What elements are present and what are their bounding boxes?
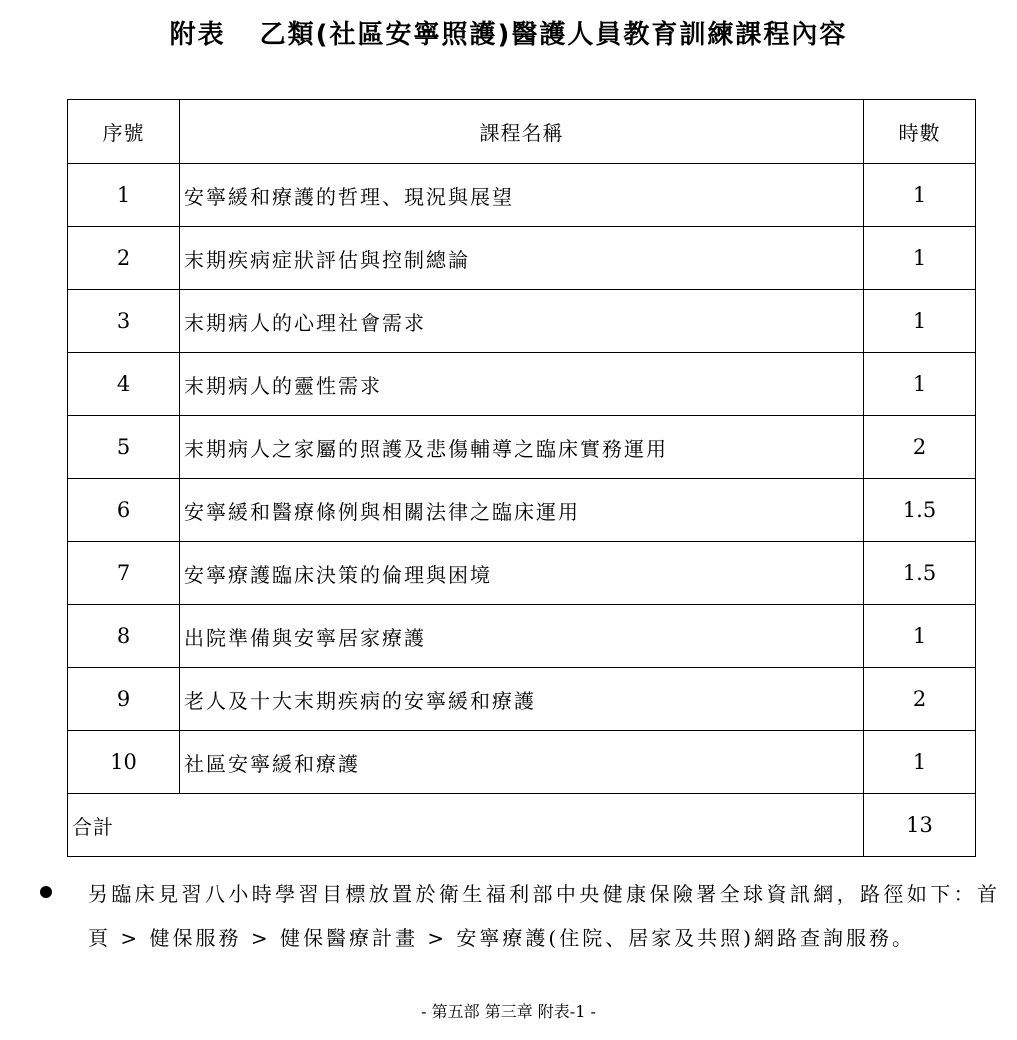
row-name: 安寧緩和療護的哲理、現況與展望 — [180, 164, 864, 227]
row-name: 老人及十大末期疾病的安寧緩和療護 — [180, 668, 864, 731]
table-row — [68, 731, 976, 794]
row-hours: 1 — [864, 731, 976, 794]
table-row — [68, 479, 976, 542]
page-title — [0, 14, 1017, 51]
row-name: 末期病人的心理社會需求 — [180, 290, 864, 353]
row-no: 3 — [68, 290, 180, 353]
row-name: 末期疾病症狀評估與控制總論 — [180, 227, 864, 290]
table-row — [68, 164, 976, 227]
table-row — [68, 353, 976, 416]
row-hours: 1 — [864, 605, 976, 668]
table-row — [68, 416, 976, 479]
title-main: 乙類(社區安寧照護)醫護人員教育訓練課程內容 — [259, 20, 848, 50]
course-table — [67, 99, 976, 857]
header-no: 序號 — [68, 100, 180, 164]
row-no: 2 — [68, 227, 180, 290]
total-hours: 13 — [864, 794, 976, 857]
row-hours: 1.5 — [864, 479, 976, 542]
row-no: 5 — [68, 416, 180, 479]
row-no: 7 — [68, 542, 180, 605]
row-hours: 1 — [864, 227, 976, 290]
row-hours: 1 — [864, 290, 976, 353]
bullet-icon — [40, 886, 52, 898]
total-label: 合計 — [68, 794, 864, 857]
page-footer: - 第五部 第三章 附表-1 - — [421, 1002, 596, 1021]
row-no: 6 — [68, 479, 180, 542]
row-name: 社區安寧緩和療護 — [180, 731, 864, 794]
row-no: 4 — [68, 353, 180, 416]
row-hours: 2 — [864, 668, 976, 731]
row-no: 10 — [68, 731, 180, 794]
row-no: 9 — [68, 668, 180, 731]
table-row — [68, 668, 976, 731]
row-hours: 1 — [864, 353, 976, 416]
row-no: 1 — [68, 164, 180, 227]
row-name: 末期病人之家屬的照護及悲傷輔導之臨床實務運用 — [180, 416, 864, 479]
table-row — [68, 290, 976, 353]
row-name: 安寧緩和醫療條例與相關法律之臨床運用 — [180, 479, 864, 542]
table-row — [68, 542, 976, 605]
title-lead: 附表 — [169, 20, 226, 50]
row-hours: 1 — [864, 164, 976, 227]
row-name: 出院準備與安寧居家療護 — [180, 605, 864, 668]
clinical-practice-note: 另臨床見習八小時學習目標放置於衛生福利部中央健康保險署全球資訊網，路徑如下：首頁 > 健保服務 > 健保醫療計畫 > 安寧療護(住院、居家及共照)網路查詢服務。 — [88, 882, 1000, 950]
row-hours: 1.5 — [864, 542, 976, 605]
table-total-row — [68, 794, 976, 857]
table-row — [68, 605, 976, 668]
row-name: 安寧療護臨床決策的倫理與困境 — [180, 542, 864, 605]
table-row — [68, 227, 976, 290]
header-hours: 時數 — [864, 100, 976, 164]
row-no: 8 — [68, 605, 180, 668]
row-name: 末期病人的靈性需求 — [180, 353, 864, 416]
header-name: 課程名稱 — [180, 100, 864, 164]
table-header-row — [68, 100, 976, 164]
row-hours: 2 — [864, 416, 976, 479]
